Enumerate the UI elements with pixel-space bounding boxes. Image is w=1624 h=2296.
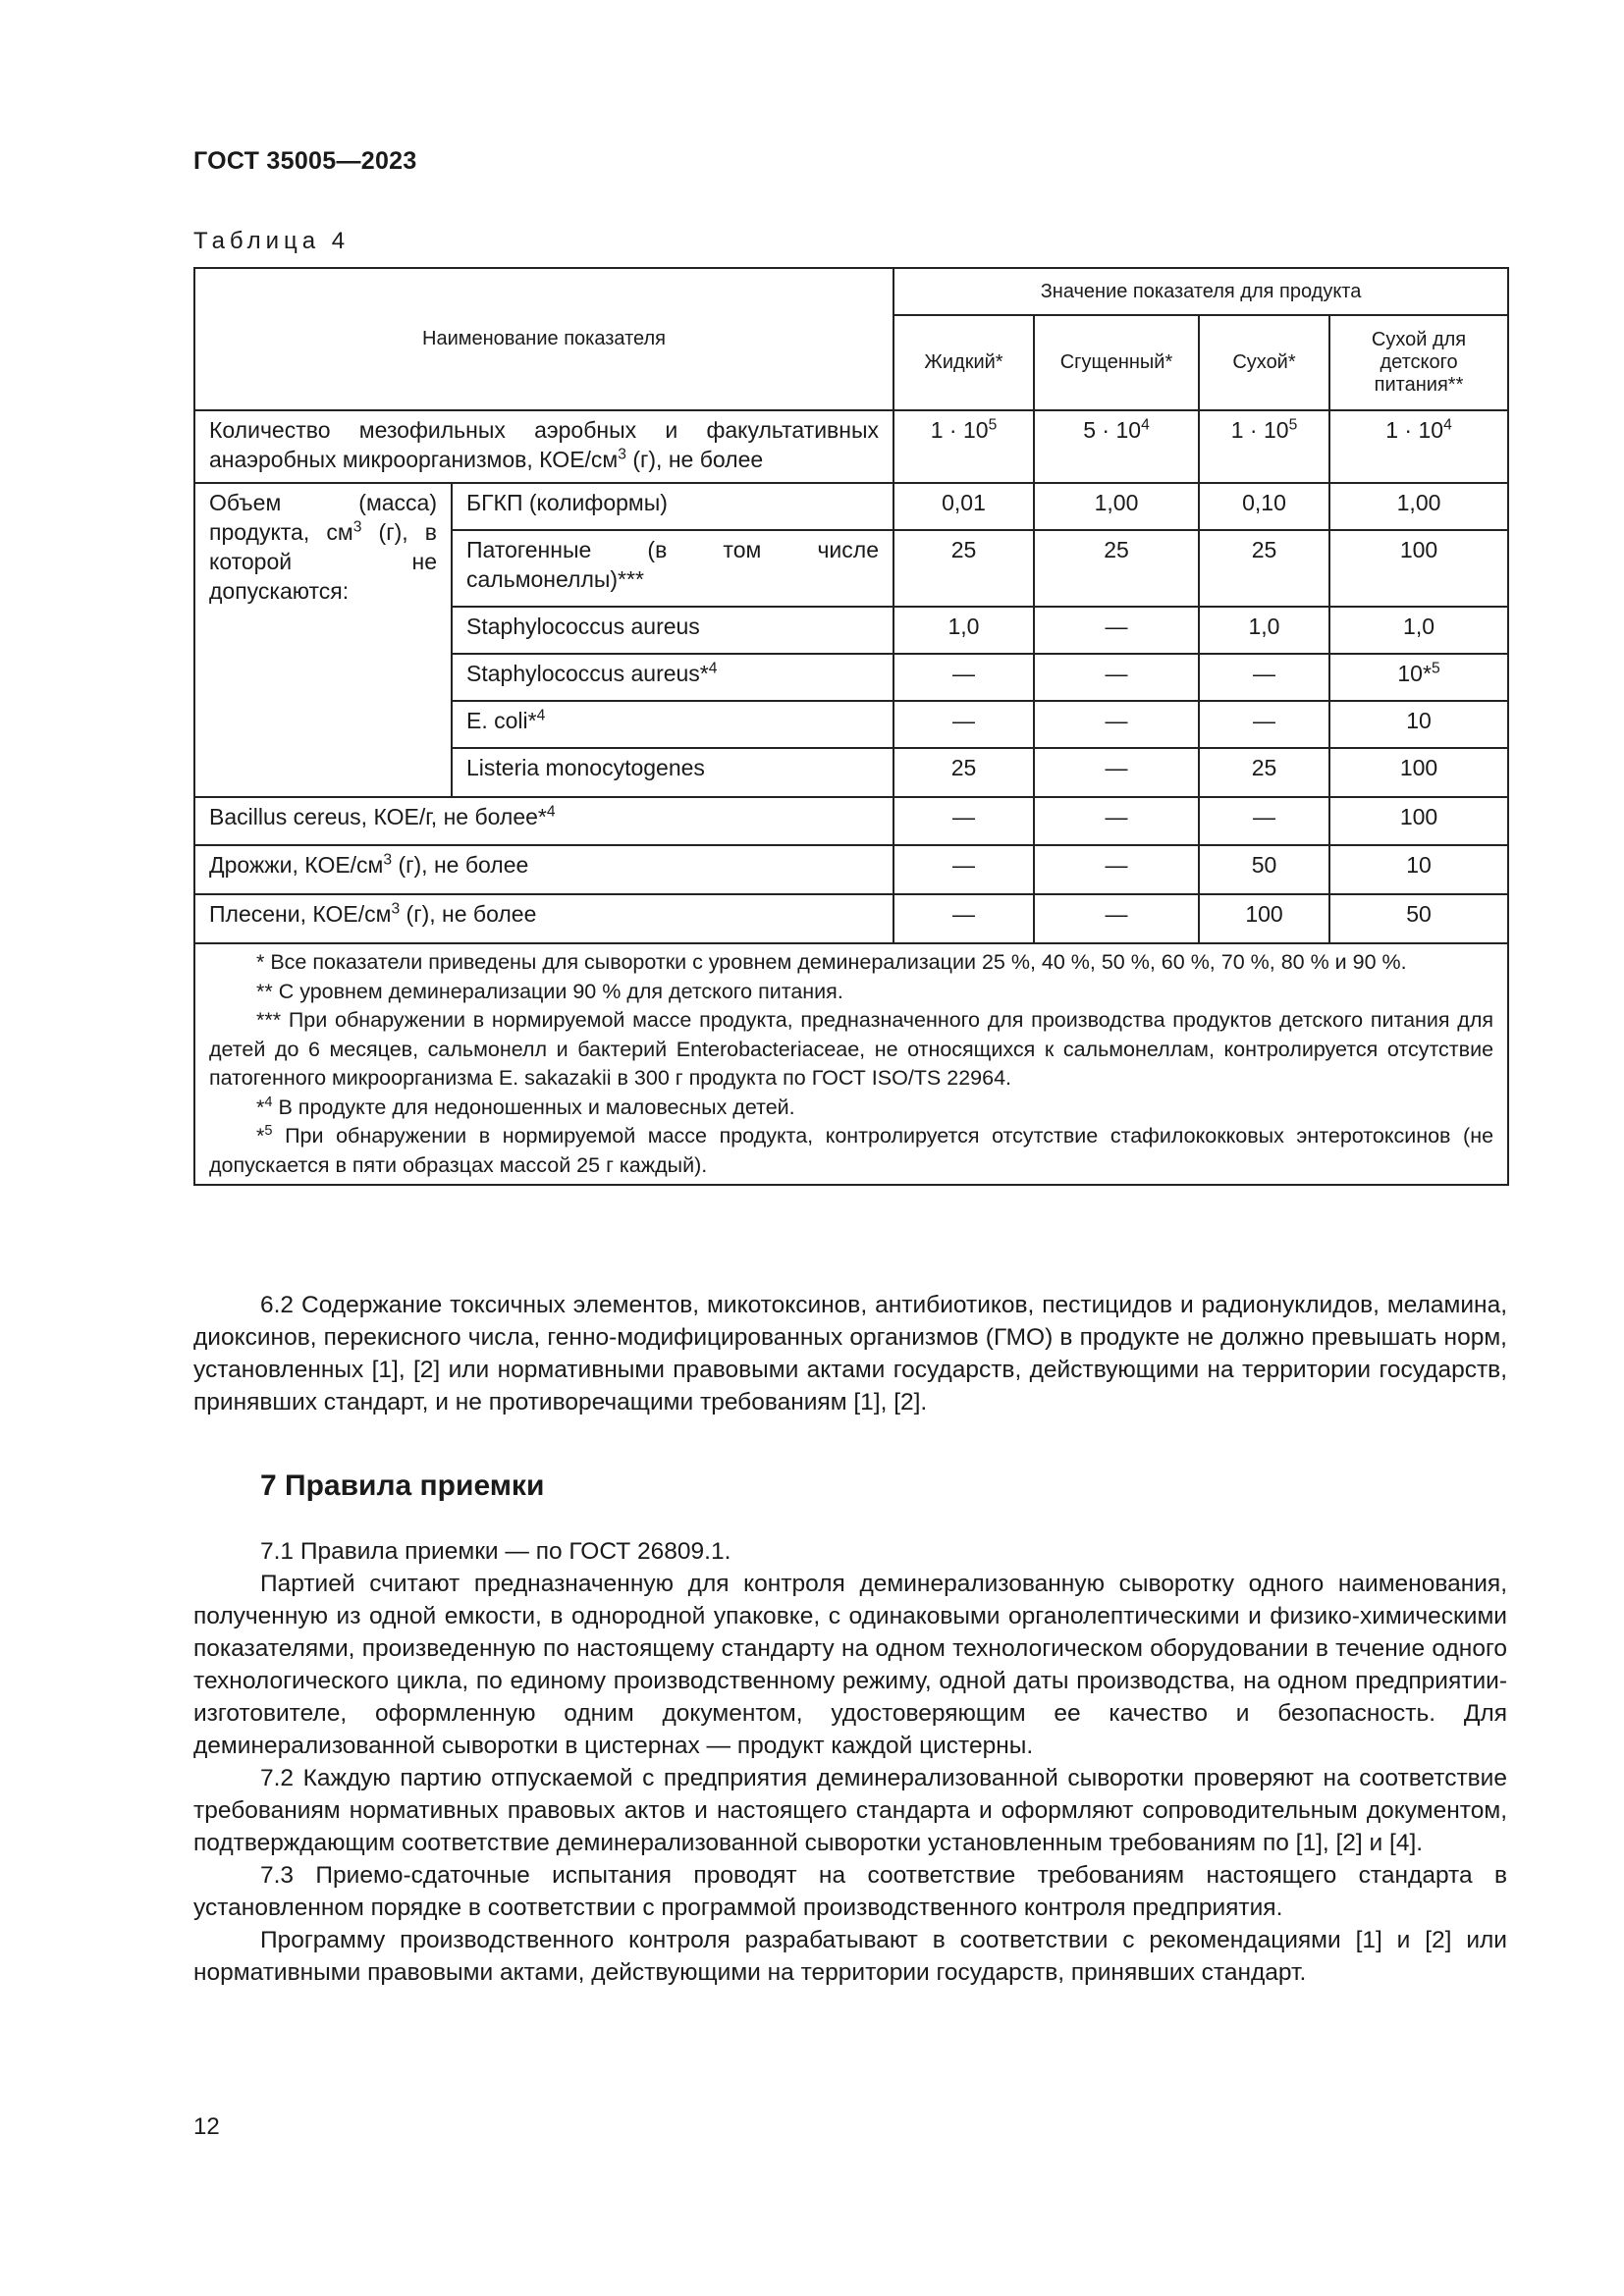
paragraph-batch-definition: Партией считают предназначенную для контроля деминерализованную сыворотку одного наименования, полученную из одной емкости, в однородной упаковке, с одинаковыми органолептическими и физико-химическими показателями, произведенную по настоящему стандарту на одном технологическом оборудовании в течение одного технологического цикла, по единому производственному режиму, одной даты производства, на одном предприятии-изготовителе, оформленную одним документом, удостоверяющим ее качество и безопасность. Для деминерализованной сыворотки в цистернах — продукт каждой цистерны. <box>193 1571 1507 1759</box>
page-number: 12 <box>193 2113 220 2140</box>
table-header-row <box>194 268 1508 315</box>
cell-value: — <box>1034 748 1199 797</box>
row-label-yeast: Дрожжи, КОЕ/$см^3$ (г), не более <box>194 845 893 894</box>
cell-value: 1,0 <box>893 607 1034 654</box>
header-liquid: Жидкий* <box>893 315 1034 410</box>
header-product-group: Значение показателя для продукта <box>893 268 1508 315</box>
cell-value: 10 <box>1329 845 1508 894</box>
note-3: *** При обнаружении в нормируемой массе продукта, предназначенного для производства продуктов детского питания для детей до 6 месяцев, сальмонелл и бактерий Enterobacteriaceae, не относящихся к сальмонеллам, контролируется отсутствие патогенного микроорганизма E. sakazakii в 300 г продукта по ГОСТ ISO/TS 22964. <box>209 1008 1494 1090</box>
header-dry: Сухой* <box>1199 315 1329 410</box>
cell-value: 50 <box>1199 845 1329 894</box>
table-row <box>194 845 1508 894</box>
cell-value: 1,00 <box>1034 483 1199 530</box>
cell-value: 25 <box>1199 530 1329 607</box>
sub-row-label: Listeria monocytogenes <box>452 748 893 797</box>
header-dry-baby: Сухой для детского питания** <box>1329 315 1508 410</box>
cell-value: $1 \cdot 10^5$ <box>893 410 1034 483</box>
cell-value: 100 <box>1329 748 1508 797</box>
cell-value: 10*$^5$ <box>1329 654 1508 701</box>
table-row <box>194 410 1508 483</box>
note-4: *$^4$ В продукте для недоношенных и маловесных детей. <box>256 1094 795 1119</box>
table-row <box>194 483 1508 530</box>
paragraph-7-1: 7.1 Правила приемки — по ГОСТ 26809.1. <box>260 1538 731 1565</box>
cell-value: 25 <box>893 530 1034 607</box>
cell-value: — <box>893 654 1034 701</box>
cell-value: 100 <box>1329 530 1508 607</box>
cell-value: — <box>893 894 1034 943</box>
sub-row-label: E. coli*$^4$ <box>452 701 893 748</box>
cell-value: — <box>1034 654 1199 701</box>
cell-value: 10 <box>1329 701 1508 748</box>
paragraph-production-control: Программу производственного контроля разрабатывают в соответствии с рекомендациями [1] и [2] или нормативными правовыми актами, действующими на территории государств, принявших стандарт. <box>193 1927 1507 1986</box>
row-label-mold: Плесени, КОЕ/$см^3$ (г), не более <box>194 894 893 943</box>
header-condensed: Сгущенный* <box>1034 315 1199 410</box>
section-7-body <box>193 1535 1507 1989</box>
cell-value: — <box>1034 845 1199 894</box>
paragraph-7-2: 7.2 Каждую партию отпускаемой с предприятия деминерализованной сыворотки проверяют на соответствие требованиям нормативных правовых актов и настоящего стандарта и оформляют сопроводительным документом, подтверждающим соответствие деминерализованной сыворотки установленным требованиям по [1], [2] и [4]. <box>193 1765 1507 1856</box>
document-code: ГОСТ 35005—2023 <box>193 147 417 175</box>
table-row <box>194 894 1508 943</box>
cell-value: — <box>1034 797 1199 845</box>
cell-value: — <box>1199 701 1329 748</box>
cell-value: 1,0 <box>1199 607 1329 654</box>
note-1: * Все показатели приведены для сыворотки с уровнем деминерализации 25 %, 40 %, 50 %, 60 %, 70 %, 80 % и 90 %. <box>256 950 1407 974</box>
header-indicator-name: Наименование показателя <box>194 268 893 410</box>
cell-value: 100 <box>1199 894 1329 943</box>
table-notes <box>194 943 1508 1185</box>
cell-value: 25 <box>893 748 1034 797</box>
cell-value: $1 \cdot 10^4$ <box>1329 410 1508 483</box>
cell-value: 50 <box>1329 894 1508 943</box>
row-label-volume-group: Объем (масса) продукта, $см^3$ (г), в которой не допускаются: <box>194 483 452 797</box>
cell-value: 100 <box>1329 797 1508 845</box>
sub-row-label: БГКП (колиформы) <box>452 483 893 530</box>
cell-value: 0,01 <box>893 483 1034 530</box>
table-4 <box>193 267 1509 1186</box>
cell-value: 25 <box>1034 530 1199 607</box>
cell-value: — <box>1034 894 1199 943</box>
cell-value: — <box>893 701 1034 748</box>
cell-value: — <box>893 845 1034 894</box>
row-label-bacillus: Bacillus cereus, КОЕ/г, не более*$^4$ <box>194 797 893 845</box>
table-caption: Таблица 4 <box>193 228 351 254</box>
paragraph-7-3: 7.3 Приемо-сдаточные испытания проводят на соответствие требованиям настоящего стандарта в установленном порядке в соответствии с программой производственного контроля предприятия. <box>193 1862 1507 1921</box>
cell-value: — <box>1199 797 1329 845</box>
note-2: ** С уровнем деминерализации 90 % для детского питания. <box>256 979 843 1003</box>
table-notes-row <box>194 943 1508 1185</box>
cell-value: 25 <box>1199 748 1329 797</box>
row-label-mesophilic: Количество мезофильных аэробных и факультативных анаэробных микроорганизмов, КОЕ/$см^3$ (г), не более <box>194 410 893 483</box>
sub-row-label: Staphylococcus aureus*$^4$ <box>452 654 893 701</box>
paragraph-6-2: 6.2 Содержание токсичных элементов, микотоксинов, антибиотиков, пестицидов и радионуклидов, меламина, диоксинов, перекисного числа, генно-модифицированных организмов (ГМО) в продукте не должно превышать норм, установленных [1], [2] или нормативными правовыми актами государств, действующими на территории государств, принявших стандарт, и не противоречащими требованиям [1], [2]. <box>193 1292 1507 1415</box>
note-5: *$^5$ При обнаружении в нормируемой массе продукта, контролируется отсутствие стафилококковых энтеротоксинов (не допускается в пяти образцах массой 25 г каждый). <box>209 1122 1494 1177</box>
cell-value: 0,10 <box>1199 483 1329 530</box>
cell-value: $5 \cdot 10^4$ <box>1034 410 1199 483</box>
cell-value: $1 \cdot 10^5$ <box>1199 410 1329 483</box>
cell-value: — <box>1034 607 1199 654</box>
sub-row-label: Патогенные (в том числе сальмонеллы)*** <box>452 530 893 607</box>
cell-value: — <box>1034 701 1199 748</box>
cell-value: — <box>893 797 1034 845</box>
cell-value: 1,00 <box>1329 483 1508 530</box>
sub-row-label: Staphylococcus aureus <box>452 607 893 654</box>
table-row <box>194 797 1508 845</box>
cell-value: — <box>1199 654 1329 701</box>
section-7-title: 7 Правила приемки <box>260 1469 545 1502</box>
cell-value: 1,0 <box>1329 607 1508 654</box>
